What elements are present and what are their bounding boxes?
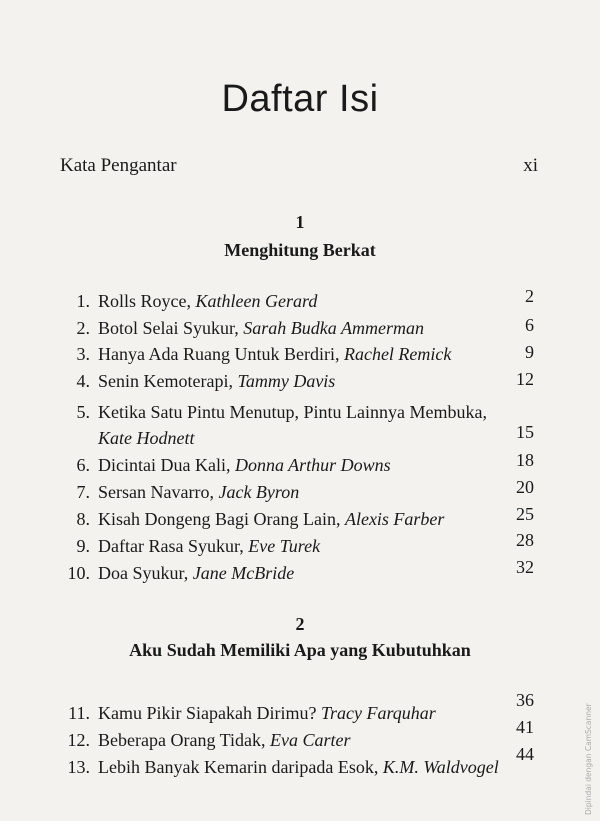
entry-page: 41 — [516, 717, 534, 737]
front-matter-page: xi — [523, 155, 538, 176]
entry-page: 36 — [516, 690, 534, 710]
entry-number: 9. — [76, 536, 90, 556]
entry-author: Tracy Farquhar — [320, 703, 436, 723]
entry-number: 1. — [76, 291, 90, 311]
entry-page: 9 — [525, 342, 534, 362]
entry-title: Kisah Dongeng Bagi Orang Lain, Alexis Farber — [98, 509, 445, 529]
entry-page: 15 — [516, 422, 534, 442]
entry-author: Donna Arthur Downs — [234, 455, 391, 475]
entry-page: 28 — [516, 530, 534, 550]
entry-title: Rolls Royce, Kathleen Gerard — [98, 291, 318, 311]
entry-title: Sersan Navarro, Jack Byron — [98, 482, 300, 502]
entry-number: 11. — [68, 703, 90, 723]
entry-page: 12 — [516, 369, 534, 389]
toc-entry — [60, 402, 538, 426]
entry-author: K.M. Waldvogel — [382, 757, 499, 777]
entry-author: Kate Hodnett — [98, 428, 195, 448]
entry-page: 2 — [525, 286, 534, 306]
section-number: 2 — [295, 614, 305, 634]
scanner-watermark: Dipindai dengan CamScanner — [584, 703, 593, 815]
toc-entry — [60, 744, 538, 781]
section-title: Menghitung Berkat — [224, 240, 376, 260]
entry-number: 5. — [76, 402, 90, 422]
entry-number: 8. — [76, 509, 90, 529]
entry-number: 3. — [76, 344, 90, 364]
entry-title: Botol Selai Syukur, Sarah Budka Ammerman — [98, 318, 424, 338]
entry-author: Jane McBride — [192, 563, 295, 583]
entry-title: Lebih Banyak Kemarin daripada Esok, K.M. Waldvogel — [98, 757, 499, 777]
toc-entry — [60, 557, 538, 587]
entry-title: Doa Syukur, Jane McBride — [98, 563, 295, 583]
entry-number: 4. — [76, 371, 90, 391]
entry-number: 10. — [67, 563, 90, 583]
entry-number: 12. — [67, 730, 90, 750]
section-number: 1 — [295, 212, 305, 232]
entry-author: Eve Turek — [248, 536, 321, 556]
entry-number: 2. — [76, 318, 90, 338]
entry-author: Eva Carter — [269, 730, 351, 750]
section-title: Aku Sudah Memiliki Apa yang Kubutuhkan — [129, 640, 471, 660]
entry-title: Ketika Satu Pintu Menutup, Pintu Lainnya Membuka, — [98, 402, 487, 422]
entry-number: 7. — [76, 482, 90, 502]
page-title: Daftar Isi — [221, 78, 379, 120]
entry-author: Kathleen Gerard — [195, 291, 318, 311]
entry-page: 18 — [516, 450, 534, 470]
toc-entry — [60, 450, 538, 479]
entry-author: Rachel Remick — [343, 344, 452, 364]
entry-title: Hanya Ada Ruang Untuk Berdiri, Rachel Remick — [98, 344, 452, 364]
toc-entry — [60, 530, 538, 560]
entry-page: 25 — [516, 504, 534, 524]
entry-page: 6 — [525, 315, 534, 335]
entry-page: 32 — [516, 557, 534, 577]
entry-title: Beberapa Orang Tidak, Eva Carter — [98, 730, 351, 750]
toc-entry — [60, 504, 538, 533]
entry-author: Sarah Budka Ammerman — [243, 318, 424, 338]
entry-page: 20 — [516, 477, 534, 497]
toc-entry — [60, 286, 538, 315]
front-matter-label: Kata Pengantar — [60, 155, 177, 176]
entry-author: Jack Byron — [218, 482, 300, 502]
toc-entry — [60, 371, 538, 395]
entry-number: 6. — [76, 455, 90, 475]
entry-title: Daftar Rasa Syukur, Eve Turek — [98, 536, 321, 556]
entry-title: Dicintai Dua Kali, Donna Arthur Downs — [98, 455, 391, 475]
entry-author: Tammy Davis — [237, 371, 336, 391]
entry-title: Kamu Pikir Siapakah Dirimu? Tracy Farquhar — [98, 703, 436, 723]
entry-author: Alexis Farber — [344, 509, 445, 529]
toc-entry — [60, 344, 538, 368]
toc-entry-continuation — [60, 422, 538, 452]
entry-title: Senin Kemoterapi, Tammy Davis — [98, 371, 336, 391]
entry-page: 44 — [516, 744, 534, 764]
toc-entry — [60, 690, 538, 727]
toc-entry — [60, 717, 538, 754]
entry-number: 13. — [67, 757, 90, 777]
toc-entry — [60, 315, 538, 342]
toc-entry — [60, 477, 538, 506]
